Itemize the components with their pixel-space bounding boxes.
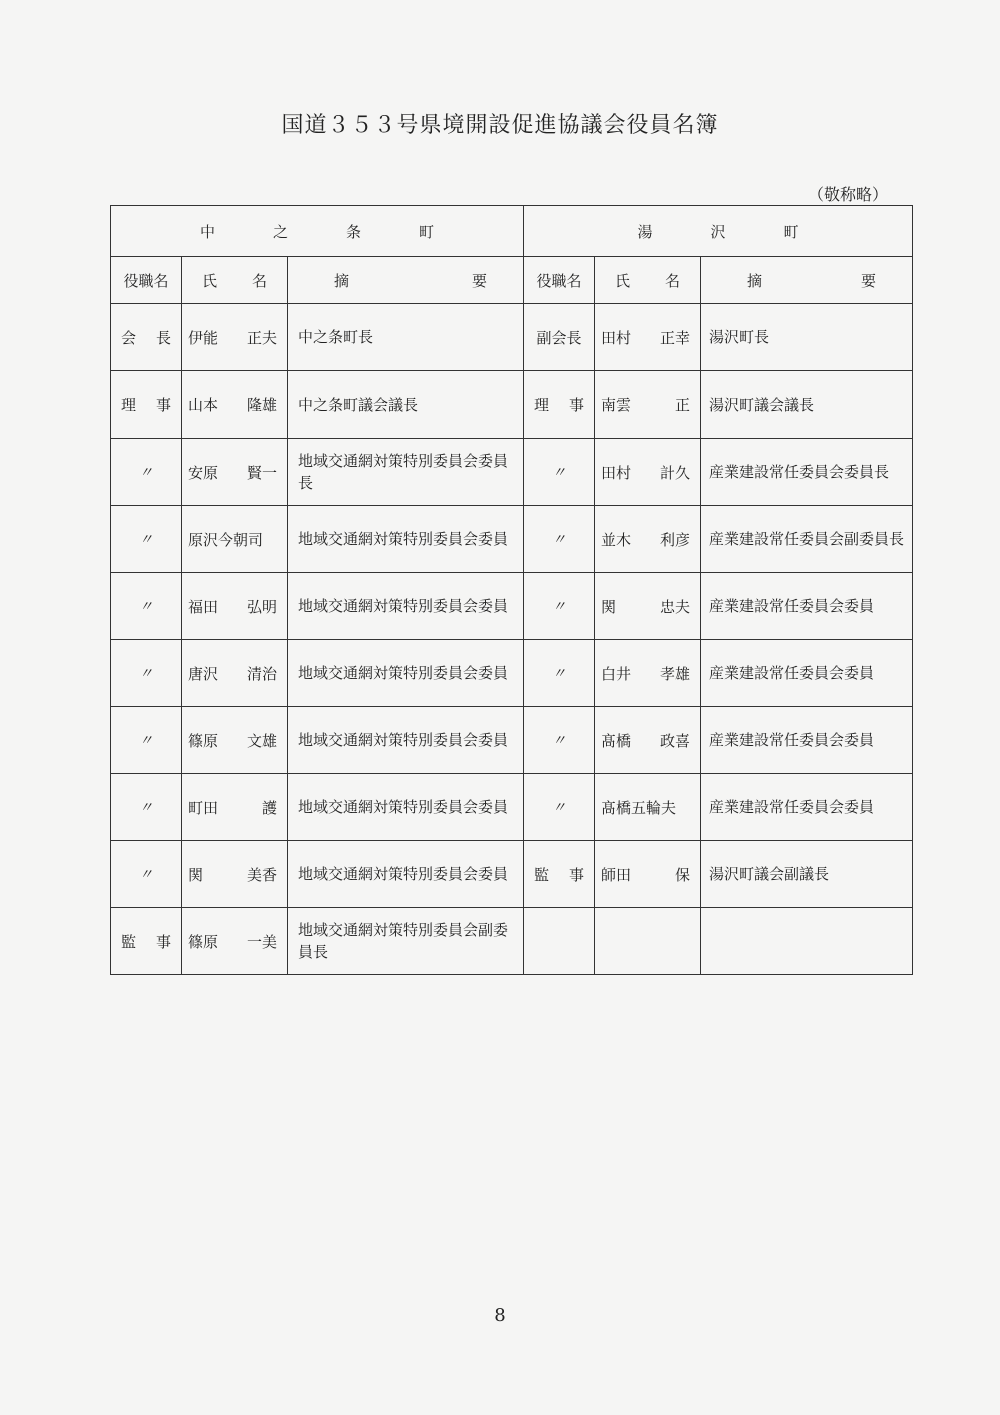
summary-cell: 産業建設常任委員会委員 xyxy=(701,774,913,841)
position-cell: 〃 xyxy=(111,841,182,908)
position-cell xyxy=(524,908,595,975)
town-header-right xyxy=(524,206,913,257)
name-cell xyxy=(182,640,288,707)
name-cell xyxy=(182,908,288,975)
given-name: 正夫 xyxy=(246,328,277,347)
given-name: 賢一 xyxy=(246,463,277,482)
name-cell xyxy=(182,304,288,371)
family-name: 髙橋五輪夫 xyxy=(601,798,677,817)
table-row xyxy=(111,707,913,774)
name-cell xyxy=(182,573,288,640)
name-cell xyxy=(595,573,701,640)
family-name: 唐沢 xyxy=(188,664,219,683)
table-row xyxy=(111,908,913,975)
summary-cell: 湯沢町長 xyxy=(701,304,913,371)
position-cell: 〃 xyxy=(524,774,595,841)
position-cell: 理 事 xyxy=(111,371,182,439)
given-name: 弘明 xyxy=(246,597,277,616)
position-cell: 〃 xyxy=(524,573,595,640)
given-name: 利彦 xyxy=(660,530,691,549)
table-row xyxy=(111,304,913,371)
town-name-right: 湯沢町 xyxy=(637,222,857,241)
summary-cell: 産業建設常任委員会副委員長 xyxy=(701,506,913,573)
given-name: 一美 xyxy=(246,932,277,951)
given-name: 隆雄 xyxy=(246,396,277,414)
position-cell: 〃 xyxy=(111,640,182,707)
summary-cell: 湯沢町議会副議長 xyxy=(701,841,913,908)
name-cell xyxy=(595,908,701,975)
name-cell xyxy=(182,774,288,841)
column-header-position: 役職名 xyxy=(111,257,182,304)
table-row xyxy=(111,640,913,707)
given-name: 護 xyxy=(261,798,277,817)
page-title: 国道３５３号県境開設促進協議会役員名簿 xyxy=(281,113,719,138)
position-cell: 監 事 xyxy=(111,908,182,975)
position-cell: 監 事 xyxy=(524,841,595,908)
family-name: 篠原 xyxy=(188,731,219,750)
table-row xyxy=(111,439,913,506)
family-name: 白井 xyxy=(601,664,632,683)
name-cell xyxy=(182,506,288,573)
name-cell xyxy=(595,304,701,371)
summary-cell xyxy=(701,908,913,975)
position-cell: 〃 xyxy=(524,640,595,707)
column-header-name: 氏 名 xyxy=(595,257,701,304)
summary-cell: 産業建設常任委員会委員 xyxy=(701,707,913,774)
summary-cell: 地域交通網対策特別委員会委員 xyxy=(288,506,524,573)
summary-cell: 地域交通網対策特別委員会委員 xyxy=(288,640,524,707)
summary-cell: 中之条町議会議長 xyxy=(288,371,524,439)
summary-cell: 産業建設常任委員会委員 xyxy=(701,640,913,707)
given-name: 文雄 xyxy=(246,731,277,750)
position-cell: 会 長 xyxy=(111,304,182,371)
table-row xyxy=(111,371,913,439)
summary-cell: 産業建設常任委員会委員 xyxy=(701,573,913,640)
name-cell xyxy=(595,707,701,774)
given-name: 美香 xyxy=(246,865,277,884)
honorific-note: （敬称略） xyxy=(807,185,888,204)
name-cell xyxy=(182,371,288,439)
family-name: 篠原 xyxy=(188,932,219,951)
position-cell: 副会長 xyxy=(524,304,595,371)
name-cell xyxy=(595,841,701,908)
column-header-name: 氏 名 xyxy=(182,257,288,304)
summary-cell: 地域交通網対策特別委員会委員 xyxy=(288,573,524,640)
summary-cell: 地域交通網対策特別委員会委員長 xyxy=(288,439,524,506)
position-cell: 〃 xyxy=(111,573,182,640)
family-name: 髙橋 xyxy=(601,731,632,750)
summary-cell: 産業建設常任委員会委員長 xyxy=(701,439,913,506)
position-cell: 〃 xyxy=(111,774,182,841)
family-name: 田村 xyxy=(601,328,632,347)
summary-cell: 湯沢町議会議長 xyxy=(701,371,913,439)
summary-cell: 地域交通網対策特別委員会委員 xyxy=(288,841,524,908)
family-name: 伊能 xyxy=(188,328,219,347)
family-name: 田村 xyxy=(601,463,632,482)
name-cell xyxy=(595,439,701,506)
given-name: 正 xyxy=(675,396,691,414)
family-name: 師田 xyxy=(601,865,632,884)
position-cell: 〃 xyxy=(524,707,595,774)
family-name: 関 xyxy=(188,865,204,884)
table-row xyxy=(111,774,913,841)
summary-cell: 地域交通網対策特別委員会委員 xyxy=(288,707,524,774)
position-cell: 〃 xyxy=(524,506,595,573)
given-name: 保 xyxy=(675,865,691,884)
family-name: 山本 xyxy=(188,396,219,414)
table-row xyxy=(111,841,913,908)
summary-cell: 地域交通網対策特別委員会委員 xyxy=(288,774,524,841)
family-name: 福田 xyxy=(188,597,219,616)
position-cell: 〃 xyxy=(111,506,182,573)
given-name: 正幸 xyxy=(660,328,691,347)
name-cell xyxy=(595,774,701,841)
column-header-position: 役職名 xyxy=(524,257,595,304)
given-name: 孝雄 xyxy=(660,664,691,683)
family-name: 並木 xyxy=(601,530,632,549)
officer-roster-table xyxy=(110,205,913,975)
given-name: 計久 xyxy=(660,463,691,482)
given-name: 清治 xyxy=(246,664,277,683)
table-row xyxy=(111,506,913,573)
summary-cell: 地域交通網対策特別委員会副委員長 xyxy=(288,908,524,975)
name-cell xyxy=(595,640,701,707)
summary-cell: 中之条町長 xyxy=(288,304,524,371)
town-header-left xyxy=(111,206,524,257)
column-header-summary: 摘 要 xyxy=(288,257,524,304)
given-name: 政喜 xyxy=(660,731,691,750)
town-header-row xyxy=(111,206,913,257)
column-header-row xyxy=(111,257,913,304)
given-name: 忠夫 xyxy=(660,597,691,616)
name-cell xyxy=(182,707,288,774)
name-cell xyxy=(182,841,288,908)
family-name: 町田 xyxy=(188,798,219,817)
name-cell xyxy=(595,371,701,439)
name-cell xyxy=(182,439,288,506)
town-name-left: 中之条町 xyxy=(200,222,493,241)
family-name: 原沢今朝司 xyxy=(188,530,264,549)
column-header-summary: 摘 要 xyxy=(701,257,913,304)
position-cell: 理 事 xyxy=(524,371,595,439)
position-cell: 〃 xyxy=(111,707,182,774)
family-name: 南雲 xyxy=(601,396,632,414)
position-cell: 〃 xyxy=(111,439,182,506)
position-cell: 〃 xyxy=(524,439,595,506)
table-row xyxy=(111,573,913,640)
name-cell xyxy=(595,506,701,573)
family-name: 安原 xyxy=(188,463,219,482)
page-number: 8 xyxy=(494,1305,506,1326)
family-name: 関 xyxy=(601,597,617,616)
